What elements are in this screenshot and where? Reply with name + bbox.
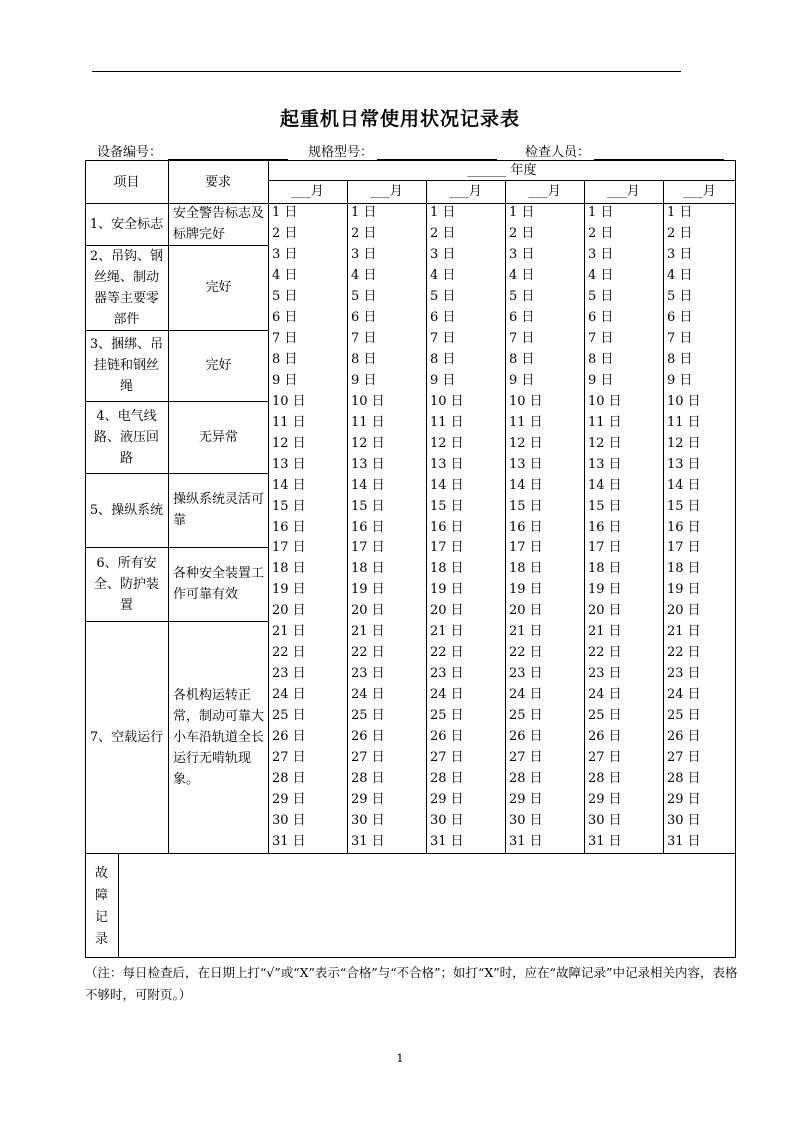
day-cell[interactable]: 15 日: [272, 498, 306, 514]
day-cell[interactable]: 29 日: [588, 792, 622, 808]
model-field[interactable]: [377, 145, 497, 160]
day-cell[interactable]: 4 日: [272, 267, 298, 283]
day-cell[interactable]: 11 日: [272, 414, 306, 430]
day-cell[interactable]: 29 日: [509, 792, 543, 808]
month-divider: [347, 180, 348, 853]
month-divider: [426, 180, 427, 853]
day-cell[interactable]: 18 日: [509, 561, 543, 577]
day-cell[interactable]: 2 日: [272, 225, 298, 241]
day-cell[interactable]: 30 日: [509, 813, 543, 829]
inspector-field[interactable]: [594, 145, 724, 160]
month-divider: [584, 180, 585, 853]
header-month: ___月: [528, 184, 561, 199]
day-cell[interactable]: 13 日: [509, 456, 543, 472]
day-cell[interactable]: 30 日: [667, 813, 701, 829]
day-cell[interactable]: 20 日: [667, 603, 701, 619]
day-cell[interactable]: 16 日: [588, 519, 622, 535]
day-cell[interactable]: 26 日: [588, 729, 622, 745]
day-cell[interactable]: 7 日: [667, 330, 693, 346]
day-cell[interactable]: 31 日: [667, 834, 701, 850]
day-cell[interactable]: 3 日: [272, 246, 298, 262]
day-cell[interactable]: 4 日: [351, 267, 377, 283]
day-cell[interactable]: 25 日: [588, 708, 622, 724]
day-cell[interactable]: 15 日: [588, 498, 622, 514]
day-cell[interactable]: 28 日: [667, 771, 701, 787]
header-month: ___月: [683, 184, 716, 199]
day-cell[interactable]: 23 日: [509, 666, 543, 682]
day-cell[interactable]: 23 日: [272, 666, 306, 682]
day-cell[interactable]: 6 日: [351, 309, 377, 325]
day-cell[interactable]: 12 日: [509, 435, 543, 451]
page-number: 1: [396, 1052, 404, 1065]
inspection-table: [85, 160, 736, 958]
day-cell[interactable]: 12 日: [351, 435, 385, 451]
day-cell[interactable]: 5 日: [667, 288, 693, 304]
inspector-label: 检查人员：: [525, 145, 591, 160]
day-cell[interactable]: 1 日: [351, 205, 377, 220]
day-cell[interactable]: 5 日: [351, 288, 377, 304]
day-cell[interactable]: 18 日: [430, 561, 464, 577]
day-cell[interactable]: 11 日: [430, 414, 464, 430]
item-requirement: 完好: [205, 358, 232, 373]
day-cell[interactable]: 8 日: [667, 351, 693, 367]
day-cell[interactable]: 18 日: [272, 561, 306, 577]
day-cell[interactable]: 14 日: [430, 477, 464, 493]
item-name: 2、吊钩、钢丝绳、制动器等主要零部件: [89, 248, 164, 327]
day-cell[interactable]: 11 日: [588, 414, 622, 430]
day-cell[interactable]: 21 日: [351, 624, 385, 640]
day-cell[interactable]: 6 日: [588, 309, 614, 325]
footnote: （注：每日检查后，在日期上打“√”或“X”表示“合格”与“不合格”；如打“X”时，应在“故障记录”中记录相关内容，表格不够时，可附页。）: [85, 965, 738, 1002]
fault-record-label: 故障记录: [94, 866, 108, 947]
day-cell[interactable]: 27 日: [272, 750, 306, 766]
day-cell[interactable]: 29 日: [351, 792, 385, 808]
day-cell[interactable]: 6 日: [430, 309, 456, 325]
day-cell[interactable]: 27 日: [588, 750, 622, 766]
day-cell[interactable]: 15 日: [351, 498, 385, 514]
day-cell[interactable]: 8 日: [588, 351, 614, 367]
day-cell[interactable]: 9 日: [588, 372, 614, 388]
day-cell[interactable]: 31 日: [588, 834, 622, 850]
day-cell[interactable]: 9 日: [509, 372, 535, 388]
day-cell[interactable]: 24 日: [667, 687, 701, 703]
day-cell[interactable]: 10 日: [430, 393, 464, 409]
day-cell[interactable]: 9 日: [351, 372, 377, 388]
day-cell[interactable]: 30 日: [272, 813, 306, 829]
item-requirement: 无异常: [198, 429, 238, 445]
day-cell[interactable]: 15 日: [509, 498, 543, 514]
header-item: 项目: [113, 175, 140, 190]
day-cell[interactable]: 8 日: [509, 351, 535, 367]
item-requirement: 安全警告标志及标牌完好: [173, 206, 265, 242]
day-cell[interactable]: 18 日: [588, 561, 622, 577]
table-border-right: [735, 160, 736, 958]
item-name: 6、所有安全、防护装置: [93, 555, 159, 613]
day-cell[interactable]: 3 日: [509, 246, 535, 262]
header-month: ___月: [449, 184, 482, 199]
day-cell[interactable]: 16 日: [351, 519, 385, 535]
day-cell[interactable]: 25 日: [272, 708, 306, 724]
day-cell[interactable]: 4 日: [509, 267, 535, 283]
day-cell[interactable]: 2 日: [667, 225, 693, 241]
day-cell[interactable]: 3 日: [588, 246, 614, 262]
day-cell[interactable]: 16 日: [509, 519, 543, 535]
day-cell[interactable]: 25 日: [430, 708, 464, 724]
column-divider: [268, 160, 269, 853]
day-cell[interactable]: 27 日: [351, 750, 385, 766]
day-cell[interactable]: 13 日: [351, 456, 385, 472]
day-cell[interactable]: 28 日: [588, 771, 622, 787]
day-cell[interactable]: 4 日: [430, 267, 456, 283]
day-cell[interactable]: 14 日: [272, 477, 306, 493]
day-cell[interactable]: 7 日: [351, 330, 377, 346]
item-requirement: 完好: [205, 280, 232, 295]
day-cell[interactable]: 7 日: [272, 330, 298, 346]
day-cell[interactable]: 26 日: [430, 729, 464, 745]
day-cell[interactable]: 13 日: [588, 456, 622, 472]
model-label: 规格型号：: [308, 145, 374, 160]
table-border-left: [85, 160, 86, 958]
day-cell[interactable]: 7 日: [430, 330, 456, 346]
day-cell[interactable]: 14 日: [588, 477, 622, 493]
day-cell[interactable]: 27 日: [509, 750, 543, 766]
equipment-no-label: 设备编号：: [97, 145, 163, 160]
day-cell[interactable]: 11 日: [667, 414, 701, 430]
day-cell[interactable]: 10 日: [667, 393, 701, 409]
day-cell[interactable]: 7 日: [588, 330, 614, 346]
day-cell[interactable]: 17 日: [351, 540, 385, 556]
day-cell[interactable]: 19 日: [430, 582, 464, 598]
day-cell[interactable]: 23 日: [588, 666, 622, 682]
day-cell[interactable]: 5 日: [588, 288, 614, 304]
day-cell[interactable]: 28 日: [430, 771, 464, 787]
day-cell[interactable]: 24 日: [588, 687, 622, 703]
day-cell[interactable]: 7 日: [509, 330, 535, 346]
day-cell[interactable]: 16 日: [667, 519, 701, 535]
day-cell[interactable]: 26 日: [667, 729, 701, 745]
day-cell[interactable]: 21 日: [430, 624, 464, 640]
day-cell[interactable]: 26 日: [272, 729, 306, 745]
day-cell[interactable]: 27 日: [667, 750, 701, 766]
day-cell[interactable]: 11 日: [509, 414, 543, 430]
day-cell[interactable]: 29 日: [667, 792, 701, 808]
day-cell[interactable]: 29 日: [272, 792, 306, 808]
day-cell[interactable]: 1 日: [509, 205, 535, 220]
day-cell[interactable]: 13 日: [430, 456, 464, 472]
day-cell[interactable]: 2 日: [588, 225, 614, 241]
page-title: 起重机日常使用状况记录表: [279, 108, 520, 130]
day-cell[interactable]: 20 日: [430, 603, 464, 619]
day-cell[interactable]: 22 日: [430, 645, 464, 661]
header-month: ___月: [370, 184, 403, 199]
day-cell[interactable]: 9 日: [272, 372, 298, 388]
day-cell[interactable]: 9 日: [430, 372, 456, 388]
day-cell[interactable]: 23 日: [430, 666, 464, 682]
header-month: ___月: [291, 184, 324, 199]
day-cell[interactable]: 4 日: [667, 267, 693, 283]
day-cell[interactable]: 27 日: [430, 750, 464, 766]
day-cell[interactable]: 6 日: [509, 309, 535, 325]
day-cell[interactable]: 20 日: [351, 603, 385, 619]
day-cell[interactable]: 25 日: [509, 708, 543, 724]
day-cell[interactable]: 10 日: [272, 393, 306, 409]
header-year: ______ 年度: [467, 163, 537, 178]
day-cell[interactable]: 24 日: [509, 687, 543, 703]
day-cell[interactable]: 2 日: [509, 225, 535, 241]
day-cell[interactable]: 2 日: [430, 225, 456, 241]
day-cell[interactable]: 10 日: [588, 393, 622, 409]
header-rule: [92, 71, 681, 72]
day-cell[interactable]: 15 日: [430, 498, 464, 514]
day-cell[interactable]: 17 日: [588, 540, 622, 556]
day-cell[interactable]: 30 日: [430, 813, 464, 829]
day-cell[interactable]: 21 日: [667, 624, 701, 640]
day-cell[interactable]: 22 日: [588, 645, 622, 661]
month-divider: [505, 180, 506, 853]
day-cell[interactable]: 1 日: [430, 205, 456, 220]
day-cell[interactable]: 1 日: [667, 205, 693, 220]
day-cell[interactable]: 1 日: [272, 205, 298, 220]
item-requirement: 各机构运转正常，制动可靠大小车沿轨道全长运行无啃轨现象。: [173, 687, 265, 787]
day-cell[interactable]: 28 日: [272, 771, 306, 787]
day-cell[interactable]: 26 日: [509, 729, 543, 745]
day-cell[interactable]: 22 日: [272, 645, 306, 661]
day-cell[interactable]: 10 日: [509, 393, 543, 409]
day-cell[interactable]: 12 日: [430, 435, 464, 451]
day-cell[interactable]: 25 日: [667, 708, 701, 724]
day-cell[interactable]: 20 日: [509, 603, 543, 619]
day-cell[interactable]: 31 日: [509, 834, 543, 850]
day-cell[interactable]: 26 日: [351, 729, 385, 745]
equipment-no-field[interactable]: [168, 145, 288, 160]
day-cell[interactable]: 10 日: [351, 393, 385, 409]
day-cell[interactable]: 22 日: [509, 645, 543, 661]
day-cell[interactable]: 14 日: [351, 477, 385, 493]
day-cell[interactable]: 24 日: [430, 687, 464, 703]
day-cell[interactable]: 19 日: [272, 582, 306, 598]
day-cell[interactable]: 31 日: [430, 834, 464, 850]
day-cell[interactable]: 17 日: [509, 540, 543, 556]
day-cell[interactable]: 14 日: [509, 477, 543, 493]
day-cell[interactable]: 18 日: [351, 561, 385, 577]
item-name: 4、电气线路、液压回路: [93, 408, 159, 466]
day-cell[interactable]: 20 日: [588, 603, 622, 619]
header-month: ___月: [607, 184, 640, 199]
fault-record-area[interactable]: [119, 854, 735, 957]
day-cell[interactable]: 19 日: [667, 582, 701, 598]
header-requirement: 要求: [204, 175, 231, 190]
day-cell[interactable]: 5 日: [272, 288, 298, 304]
day-cell[interactable]: 22 日: [667, 645, 701, 661]
day-cell[interactable]: 13 日: [667, 456, 701, 472]
item-name: 5、操纵系统: [89, 502, 164, 518]
day-cell[interactable]: 5 日: [509, 288, 535, 304]
day-cell[interactable]: 12 日: [588, 435, 622, 451]
day-cell[interactable]: 5 日: [430, 288, 456, 304]
month-divider: [663, 180, 664, 853]
day-cell[interactable]: 24 日: [272, 687, 306, 703]
day-cell[interactable]: 31 日: [272, 834, 306, 850]
day-cell[interactable]: 24 日: [351, 687, 385, 703]
day-cell[interactable]: 22 日: [351, 645, 385, 661]
day-cell[interactable]: 8 日: [430, 351, 456, 367]
day-cell[interactable]: 19 日: [351, 582, 385, 598]
day-cell[interactable]: 8 日: [351, 351, 377, 367]
day-cell[interactable]: 17 日: [667, 540, 701, 556]
item-requirement: 操纵系统灵活可靠: [173, 492, 265, 528]
day-cell[interactable]: 6 日: [272, 309, 298, 325]
day-cell[interactable]: 8 日: [272, 351, 298, 367]
day-cell[interactable]: 23 日: [351, 666, 385, 682]
day-cell[interactable]: 2 日: [351, 225, 377, 241]
day-cell[interactable]: 20 日: [272, 603, 306, 619]
item-name: 7、空载运行: [89, 729, 164, 745]
day-cell[interactable]: 14 日: [667, 477, 701, 493]
day-cell[interactable]: 21 日: [588, 624, 622, 640]
day-cell[interactable]: 17 日: [430, 540, 464, 556]
day-cell[interactable]: 21 日: [272, 624, 306, 640]
form-fields: [97, 141, 724, 160]
column-divider: [168, 160, 169, 853]
day-cell[interactable]: 28 日: [351, 771, 385, 787]
day-cell[interactable]: 16 日: [272, 519, 306, 535]
day-cell[interactable]: 19 日: [509, 582, 543, 598]
day-cell[interactable]: 6 日: [667, 309, 693, 325]
day-cell[interactable]: 17 日: [272, 540, 306, 556]
day-cell[interactable]: 21 日: [509, 624, 543, 640]
day-cell[interactable]: 28 日: [509, 771, 543, 787]
day-cell[interactable]: 4 日: [588, 267, 614, 283]
day-cell[interactable]: 11 日: [351, 414, 385, 430]
day-cell[interactable]: 12 日: [667, 435, 701, 451]
item-requirement: 各种安全装置工作可靠有效: [173, 566, 265, 602]
day-cell[interactable]: 25 日: [351, 708, 385, 724]
day-cell[interactable]: 13 日: [272, 456, 306, 472]
day-cell[interactable]: 19 日: [588, 582, 622, 598]
day-cell[interactable]: 15 日: [667, 498, 701, 514]
day-cell[interactable]: 23 日: [667, 666, 701, 682]
table-border-bottom: [85, 957, 736, 958]
day-cell[interactable]: 18 日: [667, 561, 701, 577]
day-cell[interactable]: 30 日: [588, 813, 622, 829]
day-cell[interactable]: 3 日: [351, 246, 377, 262]
day-cell[interactable]: 3 日: [667, 246, 693, 262]
day-cell[interactable]: 16 日: [430, 519, 464, 535]
day-cell[interactable]: 9 日: [667, 372, 693, 388]
day-cell[interactable]: 30 日: [351, 813, 385, 829]
item-name: 1、安全标志: [89, 216, 164, 232]
day-cell[interactable]: 12 日: [272, 435, 306, 451]
day-cell[interactable]: 31 日: [351, 834, 385, 850]
item-name: 3、捆绑、吊挂链和钢丝绳: [89, 337, 164, 394]
day-cell[interactable]: 1 日: [588, 205, 614, 220]
day-cell[interactable]: 3 日: [430, 246, 456, 262]
day-cell[interactable]: 29 日: [430, 792, 464, 808]
